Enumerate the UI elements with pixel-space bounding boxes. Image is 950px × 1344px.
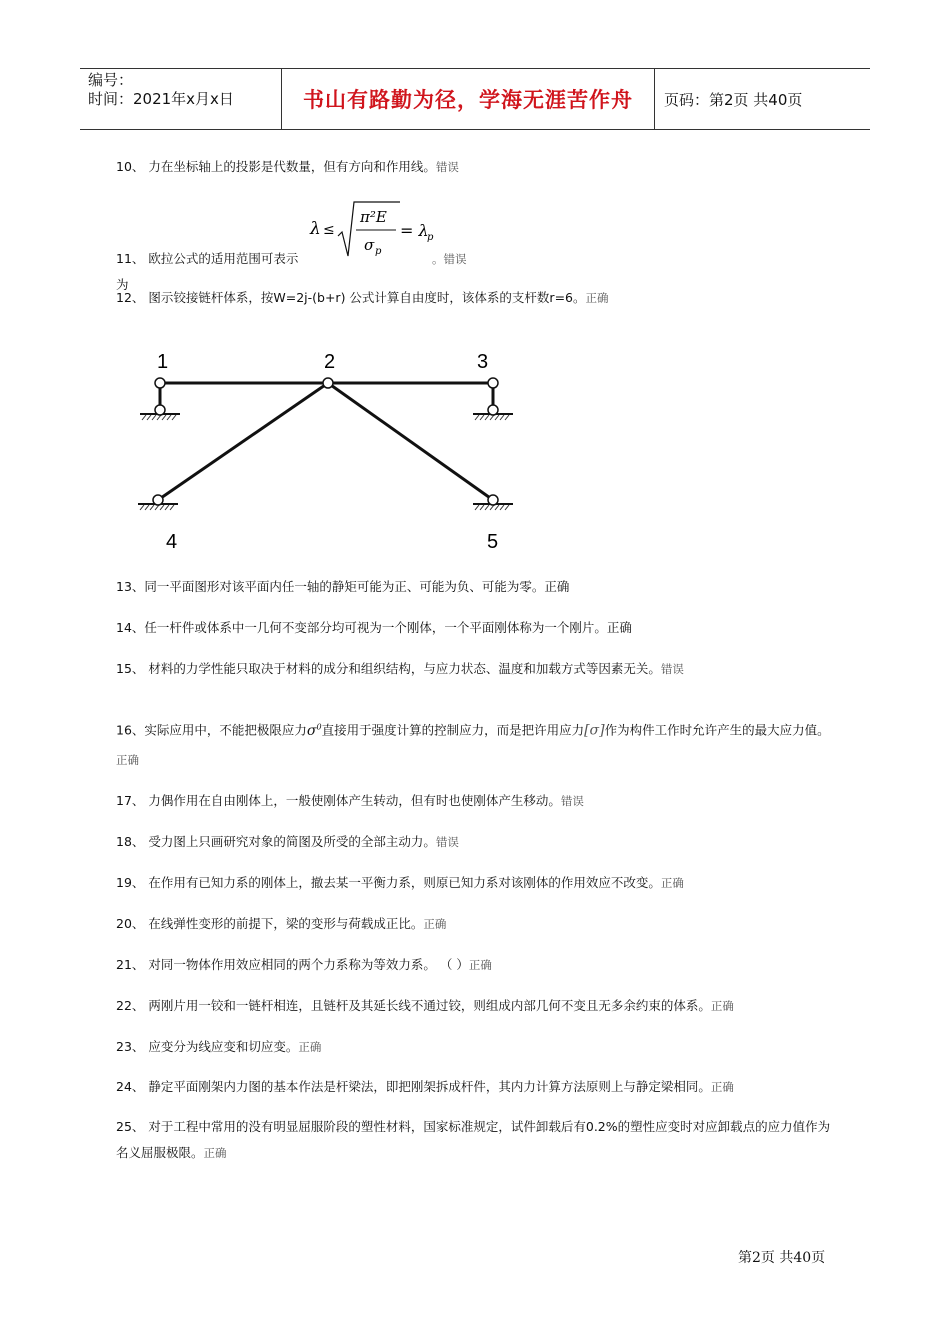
question-20 xyxy=(116,911,846,937)
question-19 xyxy=(116,870,846,896)
time-label: 时间：2021年x月x日 xyxy=(88,90,234,108)
member-2-5 xyxy=(328,383,493,500)
page-header xyxy=(80,68,870,130)
answer: 正确 xyxy=(710,1080,734,1094)
member-2-4 xyxy=(158,383,328,500)
formula-svg xyxy=(308,198,438,262)
question-25 xyxy=(116,1114,846,1166)
answer: 错误 xyxy=(660,662,684,676)
question-11-answer xyxy=(432,246,512,272)
question-text: 25、 对于工程中常用的没有明显屈服阶段的塑性材料，国家标准规定，试件卸载后有0.2%的塑性应变时对应卸载点的应力值作为 xyxy=(116,1119,831,1134)
question-text: 24、 静定平面刚架内力图的基本作法是杆梁法，即把刚架拆成杆件，其内力计算方法原则上与静定梁相同。 xyxy=(116,1079,711,1094)
question-10 xyxy=(116,154,846,180)
node-label-5: 5 xyxy=(487,531,499,553)
answer: 正确 xyxy=(423,917,447,931)
allowable-stress-symbol: [σ] xyxy=(584,722,605,739)
sigma-zero-symbol: $\sigma^0$ xyxy=(306,722,322,739)
question-text: 23、 应变分为线应变和切应变。 xyxy=(116,1039,299,1054)
question-text: 14、任一杆件或体系中一几何不变部分均可视为一个刚体，一个平面刚体称为一个刚片。正确 xyxy=(116,620,632,635)
euler-formula xyxy=(308,198,438,262)
question-text: 15、 材料的力学性能只取决于材料的成分和组织结构，与应力状态、温度和加载方式等因素无关。 xyxy=(116,661,661,676)
question-text-b: 直接用于强度计算的控制应力，而是把许用应力 xyxy=(321,722,585,738)
formula-numerator: π²E xyxy=(360,208,387,226)
formula-rhs-sub: p xyxy=(427,232,434,243)
answer: 错误 xyxy=(435,835,459,849)
question-18 xyxy=(116,829,846,855)
answer: 错误 xyxy=(560,794,584,808)
answer: 正确 xyxy=(116,753,139,767)
page-footer: 第2页 共40页 xyxy=(738,1250,826,1266)
question-12 xyxy=(116,285,846,311)
answer: 正确 xyxy=(710,999,734,1013)
formula-denominator: σ xyxy=(364,236,375,254)
question-text-c: 作为构件工作时允许产生的最大应力值。 xyxy=(604,722,830,738)
node-label-3: 3 xyxy=(477,351,489,373)
answer: 正确 xyxy=(298,1040,322,1054)
formula-sub-p: p xyxy=(375,246,382,257)
question-text-continued: 名义屈服极限。 xyxy=(116,1145,204,1160)
question-24 xyxy=(116,1074,846,1100)
question-23 xyxy=(116,1034,846,1060)
question-text: 11、 欧拉公式的适用范围可表示为 xyxy=(116,251,299,292)
question-17 xyxy=(116,788,846,814)
question-16 xyxy=(116,714,846,744)
question-13 xyxy=(116,574,846,600)
answer: 正确 xyxy=(585,291,609,305)
answer: 。错误 xyxy=(432,252,467,266)
answer: 正确 xyxy=(203,1146,227,1160)
answer: 正确 xyxy=(660,876,684,890)
header-meta xyxy=(80,69,282,129)
formula-lambda: λ xyxy=(310,219,321,239)
question-16-answer xyxy=(116,747,846,773)
answer: 正确 xyxy=(468,958,492,972)
formula-rhs: = λ xyxy=(400,221,429,240)
node-label-1: 1 xyxy=(157,351,169,373)
question-text: 17、 力偶作用在自由刚体上，一般使刚体产生转动，但有时也使刚体产生移动。 xyxy=(116,793,561,808)
question-text: 21、 对同一物体作用效应相同的两个力系称为等效力系。 （ ） xyxy=(116,957,469,972)
node-label-4: 4 xyxy=(166,531,178,553)
header-motto: 书山有路勤为径，学海无涯苦作舟 xyxy=(282,69,655,129)
number-label: 编号： xyxy=(88,71,134,89)
hinges xyxy=(153,378,498,505)
answer: 错误 xyxy=(435,160,459,174)
question-text: 13、同一平面图形对该平面内任一轴的静矩可能为正、可能为负、可能为零。正确 xyxy=(116,579,570,594)
question-text: 19、 在作用有已知力系的刚体上，撤去某一平衡力系，则原已知力系对该刚体的作用效应不改变。 xyxy=(116,875,661,890)
question-14 xyxy=(116,615,846,641)
header-page-label: 页码：第2页 共40页 xyxy=(664,90,803,109)
question-text: 20、 在线弹性变形的前提下，梁的变形与荷载成正比。 xyxy=(116,916,424,931)
truss-diagram xyxy=(130,340,530,560)
question-text: 22、 两刚片用一铰和一链杆相连，且链杆及其延长线不通过铰，则组成内部几何不变且无多余约束的体系。 xyxy=(116,998,711,1013)
question-15 xyxy=(116,656,846,682)
hatching xyxy=(140,415,509,510)
formula-leq: ≤ xyxy=(323,222,335,238)
question-21 xyxy=(116,952,846,978)
question-text: 10、 力在坐标轴上的投影是代数量，但有方向和作用线。 xyxy=(116,159,436,174)
node-label-2: 2 xyxy=(324,351,336,373)
question-text: 18、 受力图上只画研究对象的简图及所受的全部主动力。 xyxy=(116,834,436,849)
question-text: 12、 图示铰接链杆体系，按W=2j-(b+r) 公式计算自由度时，该体系的支杆数r=6。 xyxy=(116,290,586,305)
question-22 xyxy=(116,993,846,1019)
question-text-a: 16、实际应用中，不能把极限应力 xyxy=(116,722,307,738)
